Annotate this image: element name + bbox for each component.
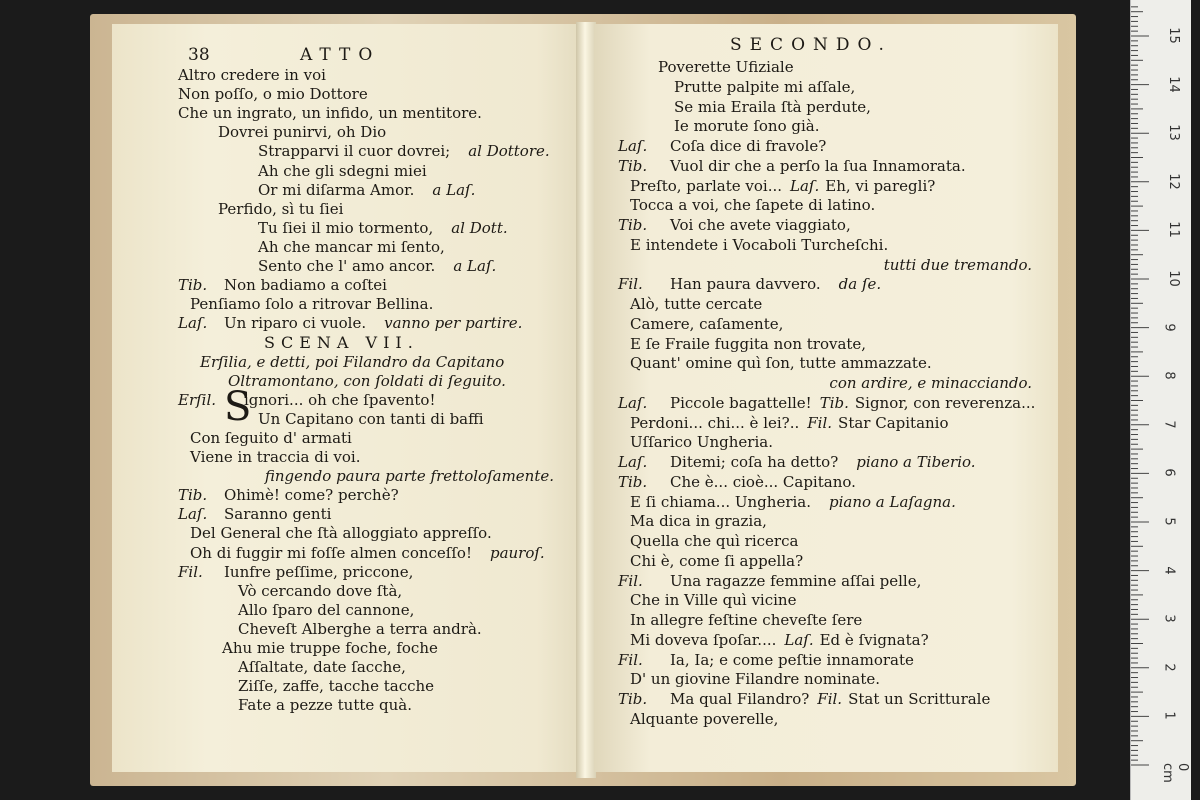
- verse-line: Ia, Ia; e come peſtie innamorate: [670, 650, 914, 669]
- stage-direction: fingendo paura parte frettoloſamente.: [264, 467, 554, 486]
- stage-direction: a Laſ.: [432, 180, 476, 199]
- speaker-name: Fil.: [618, 571, 643, 590]
- verse-line: Vuol dir che a perſo la ſua Innamorata.: [670, 156, 966, 175]
- speaker-name: Tib.: [618, 472, 648, 491]
- verse-line: Non poſſo, o mio Dottore: [178, 85, 368, 104]
- stage-direction: pauroſ.: [489, 543, 545, 562]
- scene-heading: SCENA VII.: [264, 333, 419, 353]
- verse-line: Cheveſt Alberghe a terra andrà.: [238, 619, 482, 638]
- verse-line: Eh, vi paregli?: [825, 176, 936, 195]
- stage-direction: piano a Tiberio.: [856, 453, 976, 471]
- verse-line: Viene in traccia di voi.: [190, 448, 361, 466]
- ruler-number: 12: [1165, 173, 1181, 190]
- drop-cap-letter: S: [224, 383, 252, 430]
- speaker-name: Fil.: [807, 413, 833, 432]
- page-header-right: SECONDO.: [730, 35, 892, 55]
- verse-line: Ohimè! come? perchè?: [224, 486, 399, 505]
- verse-line: Preſto, parlate voi...: [630, 176, 783, 195]
- verse-line: Sento che l' amo ancor.: [258, 257, 436, 275]
- ruler-number: 6: [1161, 468, 1177, 478]
- right-page: [594, 24, 1058, 772]
- ruler-ticks: [1131, 0, 1191, 800]
- verse-line: Penſiamo ſolo a ritrovar Bellina.: [190, 295, 434, 314]
- verse-line: Stat un Scritturale: [848, 690, 991, 708]
- verse-line: Ma qual Filandro?: [670, 690, 810, 708]
- verse-line: Piccole bagattelle!: [670, 393, 812, 412]
- stage-direction: a Laſ.: [453, 257, 497, 275]
- verse-line: Che è... cioè... Capitano.: [670, 472, 856, 491]
- ruler-number: 1: [1161, 711, 1177, 721]
- speaker-name: Fil.: [618, 275, 643, 294]
- verse-line: In allegre feſtine cheveſte ſere: [630, 611, 863, 629]
- verse-line: Star Capitanio: [838, 413, 949, 432]
- verse-line: ignori... oh che ſpavento!: [244, 390, 436, 409]
- speaker-name: Erſil.: [178, 390, 217, 409]
- ruler-number: 7: [1161, 420, 1177, 429]
- verse-line: Non badiamo a coſtei: [224, 276, 387, 295]
- speaker-name: Laſ.: [784, 630, 814, 649]
- verse-line: Ditemi; coſa ha detto?: [670, 453, 839, 471]
- speaker-name: Fil.: [817, 690, 843, 708]
- verse-line: E intendete i Vocaboli Turcheſchi.: [630, 235, 889, 254]
- measuring-ruler: [1130, 0, 1191, 800]
- speaker-name: Tib.: [618, 156, 648, 175]
- verse-line: Ziſſe, zaffe, tacche tacche: [238, 677, 435, 696]
- verse-line: Un Capitano con tanti di baffi: [258, 409, 484, 428]
- speaker-name: Fil.: [618, 650, 643, 669]
- verse-line: D' un giovine Filandre nominate.: [630, 670, 881, 689]
- ruler-number: 10: [1165, 270, 1181, 287]
- ruler-number: 5: [1161, 517, 1177, 526]
- speaker-name: Laſ.: [178, 314, 208, 333]
- speaker-name: Laſ.: [178, 505, 208, 524]
- speaker-name: Tib.: [618, 690, 648, 708]
- ruler-number: 8: [1161, 371, 1177, 380]
- page-header-left: ATTO: [300, 45, 381, 65]
- speaker-name: Tib.: [819, 393, 849, 412]
- verse-line: Con ſeguito d' armati: [190, 428, 352, 447]
- verse-line: Voi che avete viaggiato,: [670, 216, 851, 234]
- verse-line: Tu ſiei il mio tormento,: [258, 218, 434, 237]
- stage-direction: piano a Laſagna.: [829, 492, 956, 511]
- verse-line: Camere, caſamente,: [630, 314, 784, 333]
- verse-line: Fate a pezze tutte quà.: [238, 696, 413, 715]
- verse-line: E ſe Fraile fuggita non trovate,: [630, 334, 867, 353]
- verse-line: Or mi diſarma Amor.: [258, 180, 415, 199]
- verse-line: Signor, con reverenza...: [854, 393, 1036, 412]
- verse-line: Ah che mancar mi ſento,: [258, 237, 445, 256]
- verse-line: Alquante poverelle,: [630, 709, 779, 728]
- verse-line: Oh di fuggir mi foſſe almen conceſſo!: [190, 543, 472, 562]
- ruler-number: 14: [1165, 75, 1181, 93]
- verse-line: Chi è, come ſi appella?: [630, 551, 804, 570]
- verse-line: Un riparo ci vuole.: [224, 314, 367, 333]
- speaker-name: Laſ.: [618, 137, 648, 155]
- verse-line: Quella che quì ricerca: [630, 532, 799, 550]
- verse-line: Ahu mie truppe foche, foche: [222, 639, 438, 657]
- verse-line: Tocca a voi, che ſapete di latino.: [630, 196, 876, 215]
- speaker-name: Laſ.: [790, 176, 820, 195]
- verse-line: Ie morute ſono già.: [674, 117, 820, 136]
- stage-direction: con ardire, e minacciando.: [829, 374, 1032, 392]
- speaker-name: Tib.: [178, 276, 208, 295]
- verse-line: Prutte palpite mi aſſale,: [674, 77, 856, 96]
- verse-line: Han paura davvero.: [670, 275, 821, 294]
- ruler-number: 3: [1161, 614, 1177, 623]
- verse-line: Altro credere in voi: [178, 66, 326, 84]
- verse-line: Del General che ſtà alloggiato appreſſo.: [190, 524, 492, 543]
- verse-line: Strapparvi il cuor dovrei;: [258, 142, 451, 161]
- book-spine: [576, 22, 596, 778]
- speaker-name: Fil.: [178, 562, 203, 581]
- verse-line: Iunfre peſſime, priccone,: [224, 562, 414, 581]
- verse-line: Quant' omine quì ſon, tutte ammazzate.: [630, 354, 932, 373]
- ruler-unit-label: 0 cm: [1160, 763, 1190, 783]
- speaker-name: Laſ.: [618, 393, 648, 412]
- verse-line: Coſa dice di fravole?: [670, 137, 827, 155]
- verse-line: Aſſaltate, date ſacche,: [238, 658, 406, 677]
- verse-line: Allo ſparo del cannone,: [238, 600, 415, 619]
- speaker-name: Laſ.: [618, 453, 648, 471]
- speaker-name: Tib.: [618, 216, 648, 234]
- verse-line: Perdoni... chi... è lei?..: [630, 413, 800, 432]
- verse-line: Dovrei punirvi, oh Dio: [218, 123, 387, 142]
- verse-line: Uſſarico Ungheria.: [630, 433, 773, 452]
- verse-line: E ſi chiama... Ungheria.: [630, 492, 811, 511]
- ruler-number: 2: [1161, 663, 1177, 672]
- ruler-number: 9: [1161, 322, 1177, 332]
- verse-line: Vò cercando dove ſtà,: [238, 581, 403, 600]
- stage-direction: da ſe.: [838, 275, 882, 294]
- stage-direction: tutti due tremando.: [883, 255, 1032, 274]
- page-number: 38: [188, 45, 210, 65]
- verse-line: Poverette Ufiziale: [658, 58, 794, 76]
- verse-line: Saranno genti: [224, 505, 332, 524]
- verse-line: Perfido, sì tu ſiei: [218, 199, 344, 218]
- stage-direction: vanno per partire.: [384, 314, 523, 333]
- ruler-number: 11: [1165, 221, 1181, 239]
- verse-line: Ma dica in grazia,: [630, 512, 767, 531]
- verse-line: Ed è ſvignata?: [819, 630, 929, 649]
- verse-line: Ah che gli sdegni miei: [258, 161, 427, 180]
- verse-line: Che un ingrato, un infido, un mentitore.: [178, 104, 482, 123]
- verse-line: Una ragazze femmine aſſai pelle,: [670, 571, 922, 590]
- stage-direction: al Dott.: [451, 218, 508, 237]
- verse-line: Mi doveva ſpoſar....: [630, 630, 777, 649]
- ruler-number: 4: [1161, 565, 1177, 575]
- scene-rubric: Oltramontano, con ſoldati di ſeguito.: [228, 371, 506, 390]
- left-page: [112, 24, 584, 772]
- scene-rubric: Erſilia, e detti, poi Filandro da Capitano: [200, 352, 505, 371]
- speaker-name: Tib.: [178, 486, 208, 505]
- verse-line: Alò, tutte cercate: [630, 295, 763, 313]
- ruler-number: 15: [1165, 27, 1181, 44]
- verse-line: Se mia Eraila ſtà perdute,: [674, 97, 871, 116]
- stage-direction: al Dottore.: [468, 142, 550, 161]
- ruler-number: 13: [1165, 124, 1181, 141]
- verse-line: Che in Ville quì vicine: [630, 591, 797, 610]
